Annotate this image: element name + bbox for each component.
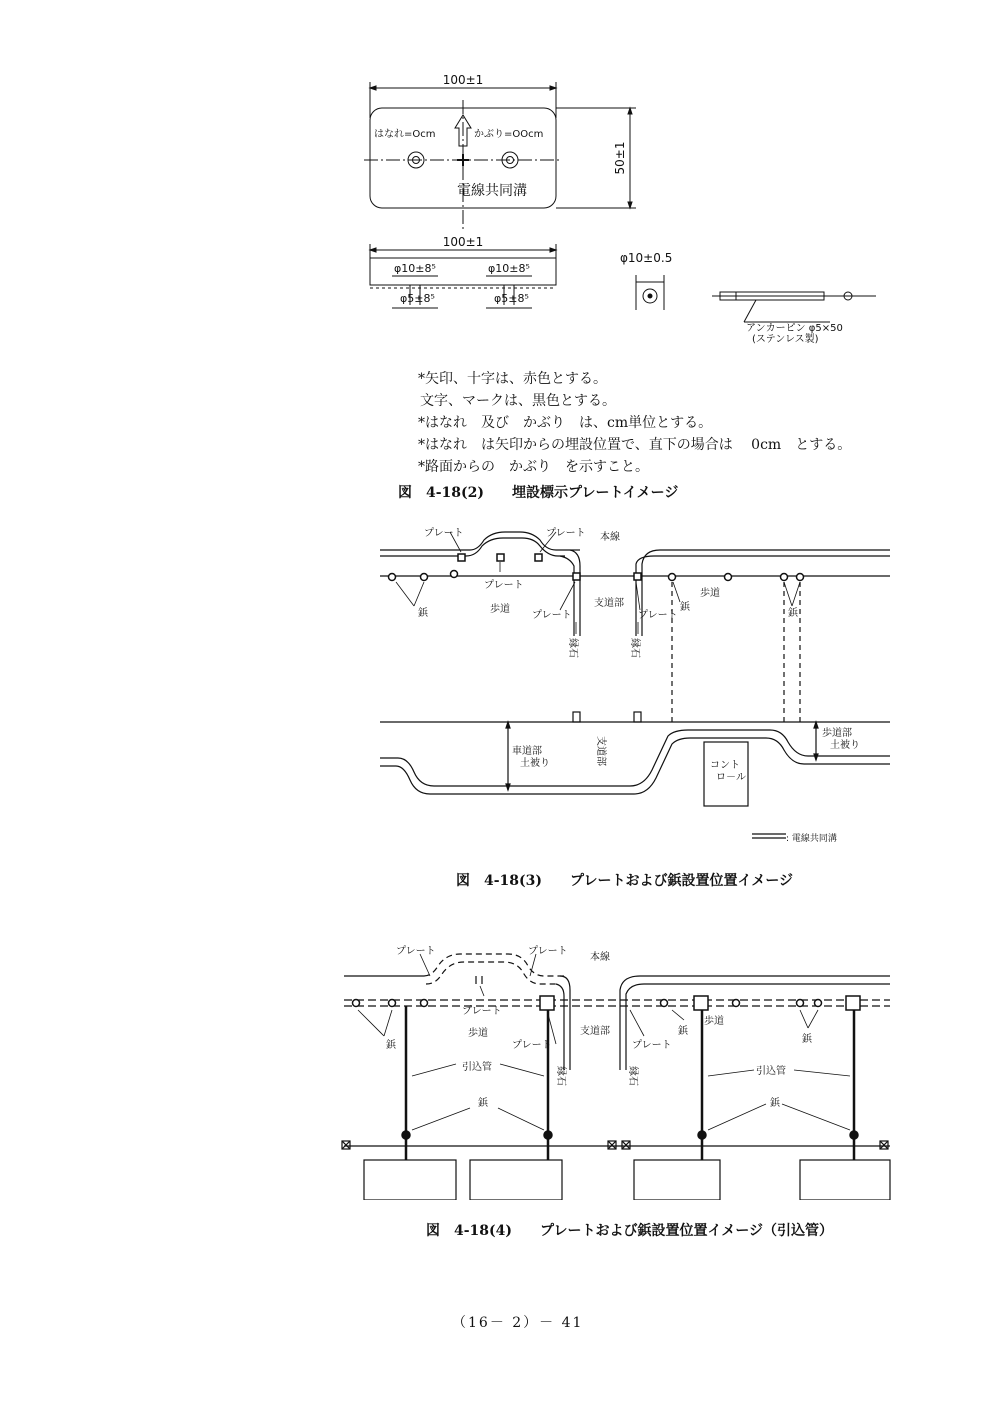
- fig3-hodo-2: 歩道: [700, 588, 720, 599]
- fig3-hodobu: 歩道部: [822, 728, 852, 739]
- fig4-enseki-2: 縁石: [627, 1066, 638, 1086]
- dim-side-width: 100±1: [442, 235, 484, 249]
- note-2: 文字、マークは、黒色とする。: [420, 393, 616, 409]
- fig3-control-1: コント: [710, 760, 740, 771]
- page-number: （16－ 2）－ 41: [452, 1315, 584, 1331]
- fig4-hodo-1: 歩道: [468, 1028, 488, 1039]
- fig3-shidobu-1: 支道部: [594, 598, 624, 609]
- caption-figure-2: 図 4-18(2) 埋設標示プレートイメージ: [398, 485, 679, 501]
- dim-hole-right: φ10±8⁵: [488, 262, 530, 275]
- dim-pin-left: φ5±8⁵: [400, 292, 435, 305]
- label-kaburi: かぶり=OOcm: [474, 129, 544, 140]
- note-1: *矢印、十字は、赤色とする。: [418, 371, 607, 387]
- fig3-enseki-2: 縁石: [629, 638, 640, 658]
- figure-plate-rivet-layout-service-pipe: [0, 940, 992, 1200]
- fig3-plate-4: プレート: [532, 610, 572, 621]
- fig3-dohiri-1: 土被り: [520, 758, 550, 769]
- fig4-plate-5: プレート: [632, 1040, 672, 1051]
- fig3-plate-1: プレート: [424, 528, 464, 539]
- anchor-pin-material: (ステンレス製): [752, 334, 819, 345]
- fig3-enseki-1: 縁石: [567, 638, 578, 658]
- anchor-pin-label: アンカーピン φ5×50: [746, 323, 843, 334]
- fig4-enseki-1: 縁石: [555, 1066, 566, 1086]
- fig3-honsen: 本線: [600, 532, 620, 543]
- note-5: *路面からの かぶり を示すこと。: [418, 459, 649, 475]
- fig4-hikikomi-2: 引込管: [756, 1066, 786, 1077]
- fig4-byo-3: 鋲: [802, 1034, 812, 1045]
- fig4-shidobu: 支道部: [580, 1026, 610, 1037]
- fig4-plate-2: プレート: [528, 946, 568, 957]
- fig3-plate-5: プレート: [638, 610, 678, 621]
- fig4-honsen: 本線: [590, 952, 610, 963]
- fig4-plate-4: プレート: [512, 1040, 552, 1051]
- fig3-hodo-1: 歩道: [490, 604, 510, 615]
- dim-hole-left: φ10±8⁵: [394, 262, 436, 275]
- fig4-plate-3: プレート: [462, 1006, 502, 1017]
- fig3-legend: : 電線共同溝: [786, 834, 837, 844]
- dim-circle: φ10±0.5: [620, 251, 673, 265]
- fig3-byo-3: 鋲: [788, 608, 798, 619]
- fig3-shadobu: 車道部: [512, 746, 542, 757]
- fig3-byo-1: 鋲: [418, 608, 428, 619]
- label-hanare: はなれ=Ocm: [374, 129, 436, 140]
- fig4-plate-1: プレート: [396, 946, 436, 957]
- fig3-plate-3: プレート: [484, 580, 524, 591]
- dim-height: 50±1: [613, 141, 627, 175]
- note-4: *はなれ は矢印からの埋設位置で、直下の場合は 0cm とする。: [418, 437, 852, 453]
- fig4-byo-2: 鋲: [678, 1026, 688, 1037]
- fig4-byo-4: 鋲: [478, 1098, 488, 1109]
- caption-figure-3: 図 4-18(3) プレートおよび鋲設置位置イメージ: [456, 873, 794, 889]
- dim-pin-right: φ5±8⁵: [494, 292, 529, 305]
- caption-figure-4: 図 4-18(4) プレートおよび鋲設置位置イメージ（引込管）: [426, 1223, 834, 1239]
- fig4-byo-5: 鋲: [770, 1098, 780, 1109]
- note-3: *はなれ 及び かぶり は、cm単位とする。: [418, 415, 713, 431]
- fig3-plate-2: プレート: [546, 528, 586, 539]
- fig4-hodo-2: 歩道: [704, 1016, 724, 1027]
- fig3-byo-2: 鋲: [680, 602, 690, 613]
- fig3-dohiri-2: 土被り: [830, 740, 860, 751]
- fig3-control-2: ロ－ル: [716, 772, 746, 783]
- figure-plate-rivet-layout: [0, 510, 992, 850]
- fig3-shidobu-2: 支道部: [595, 736, 606, 766]
- dim-top-width: 100±1: [442, 73, 484, 87]
- fig4-hikikomi-1: 引込管: [462, 1062, 492, 1073]
- plate-drawing: [0, 0, 992, 360]
- fig4-byo-1: 鋲: [386, 1040, 396, 1051]
- label-name: 電線共同溝: [457, 183, 527, 199]
